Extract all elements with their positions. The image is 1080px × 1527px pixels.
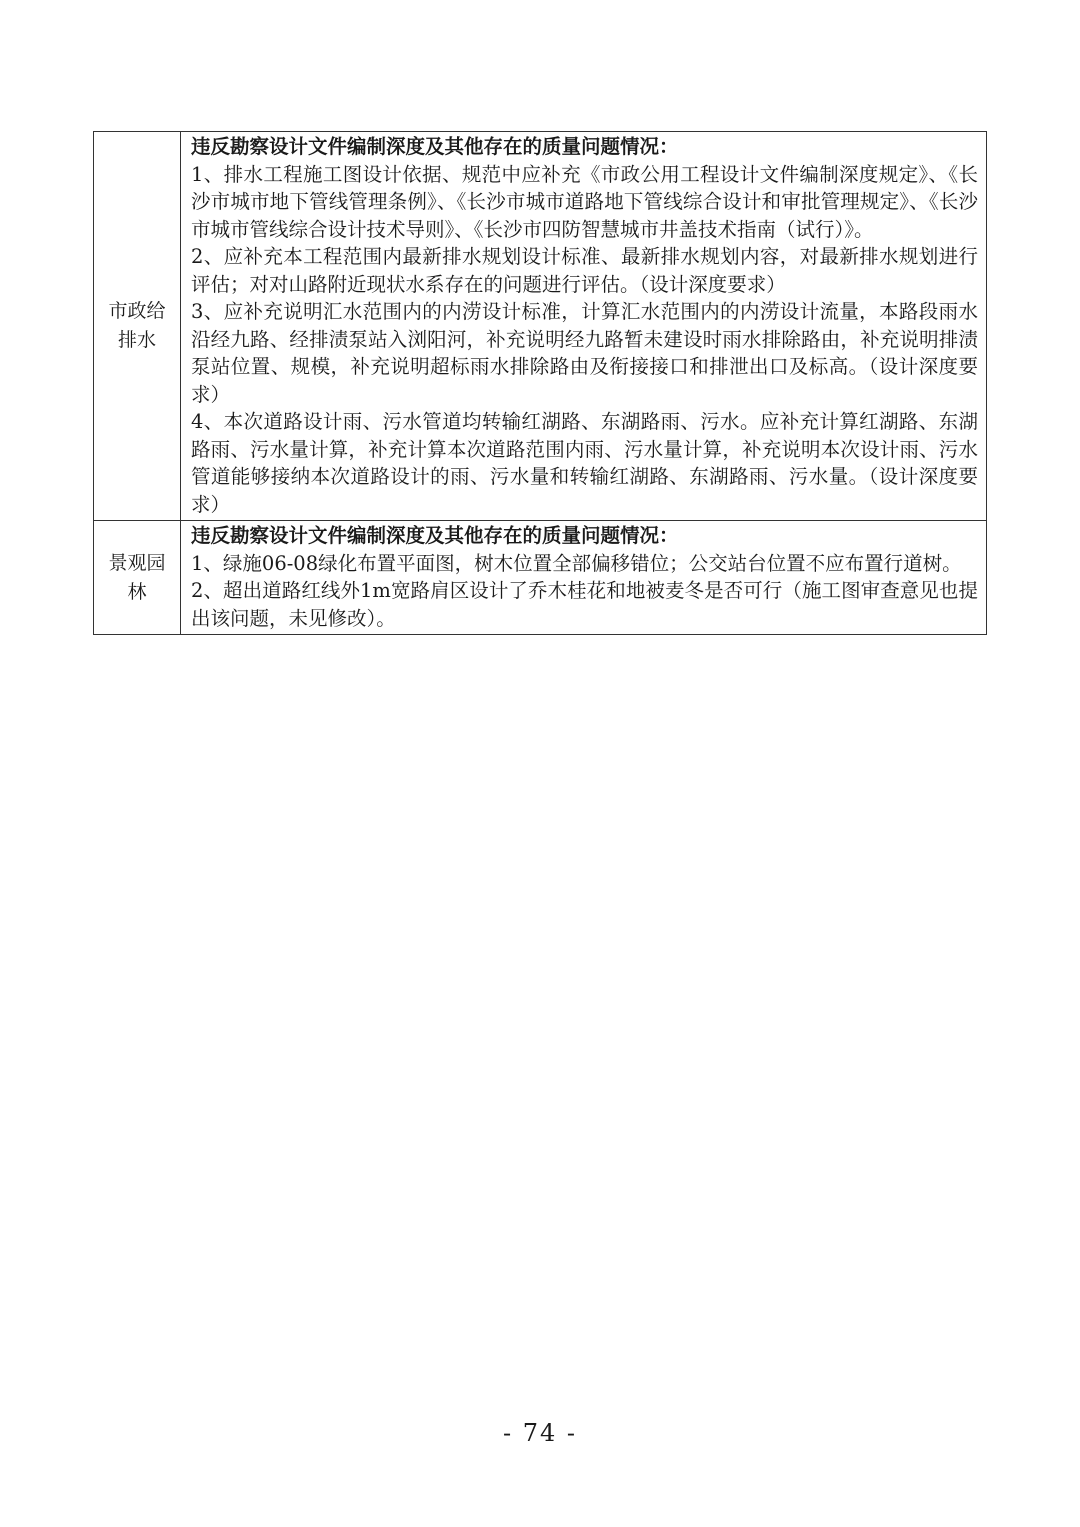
section-heading: 违反勘察设计文件编制深度及其他存在的质量问题情况： [191,135,679,158]
category-cell [94,132,181,521]
content-cell [181,132,987,521]
list-item: 1、绿施06-08绿化布置平面图，树木位置全部偏移错位；公交站台位置不应布置行道树。 [191,551,962,575]
list-item: 4、本次道路设计雨、污水管道均转输红湖路、东湖路雨、污水。应补充计算红湖路、东湖路雨、污水量计算，补充计算本次道路范围内雨、污水量计算，补充说明本次设计雨、污水管道能够接纳本次道路设计的雨、污水量和转输红湖路、东湖路雨、污水量。（设计深度要求） [191,410,978,516]
content-cell [181,521,987,635]
review-table [93,131,987,635]
category-label: 市政给排水 [108,300,166,351]
table-row [94,521,987,635]
page-number: - 74 - [502,1419,577,1447]
category-cell [94,521,181,635]
list-item: 2、超出道路红线外1m宽路肩区设计了乔木桂花和地被麦冬是否可行（施工图审查意见也提出该问题，未见修改）。 [191,579,978,630]
category-label: 景观园林 [108,551,166,603]
table-row [94,132,987,521]
list-item: 1、排水工程施工图设计依据、规范中应补充《市政公用工程设计文件编制深度规定》、《长沙市城市地下管线管理条例》、《长沙市城市道路地下管线综合设计和审批管理规定》、《长沙市城市管线综合设计技术导则》、《长沙市四防智慧城市井盖技术指南（试行）》。 [191,162,978,241]
list-item: 2、应补充本工程范围内最新排水规划设计标准、最新排水规划内容，对最新排水规划进行评估；对对山路附近现状水系存在的问题进行评估。（设计深度要求） [191,245,978,296]
list-item: 3、应补充说明汇水范围内的内涝设计标准，计算汇水范围内的内涝设计流量，本路段雨水沿经九路、经排渍泵站入浏阳河，补充说明经九路暂未建设时雨水排除路由，补充说明排渍泵站位置、规模，补充说明超标雨水排除路由及衔接接口和排泄出口及标高。（设计深度要求） [191,300,978,406]
section-heading: 违反勘察设计文件编制深度及其他存在的质量问题情况： [191,524,679,547]
